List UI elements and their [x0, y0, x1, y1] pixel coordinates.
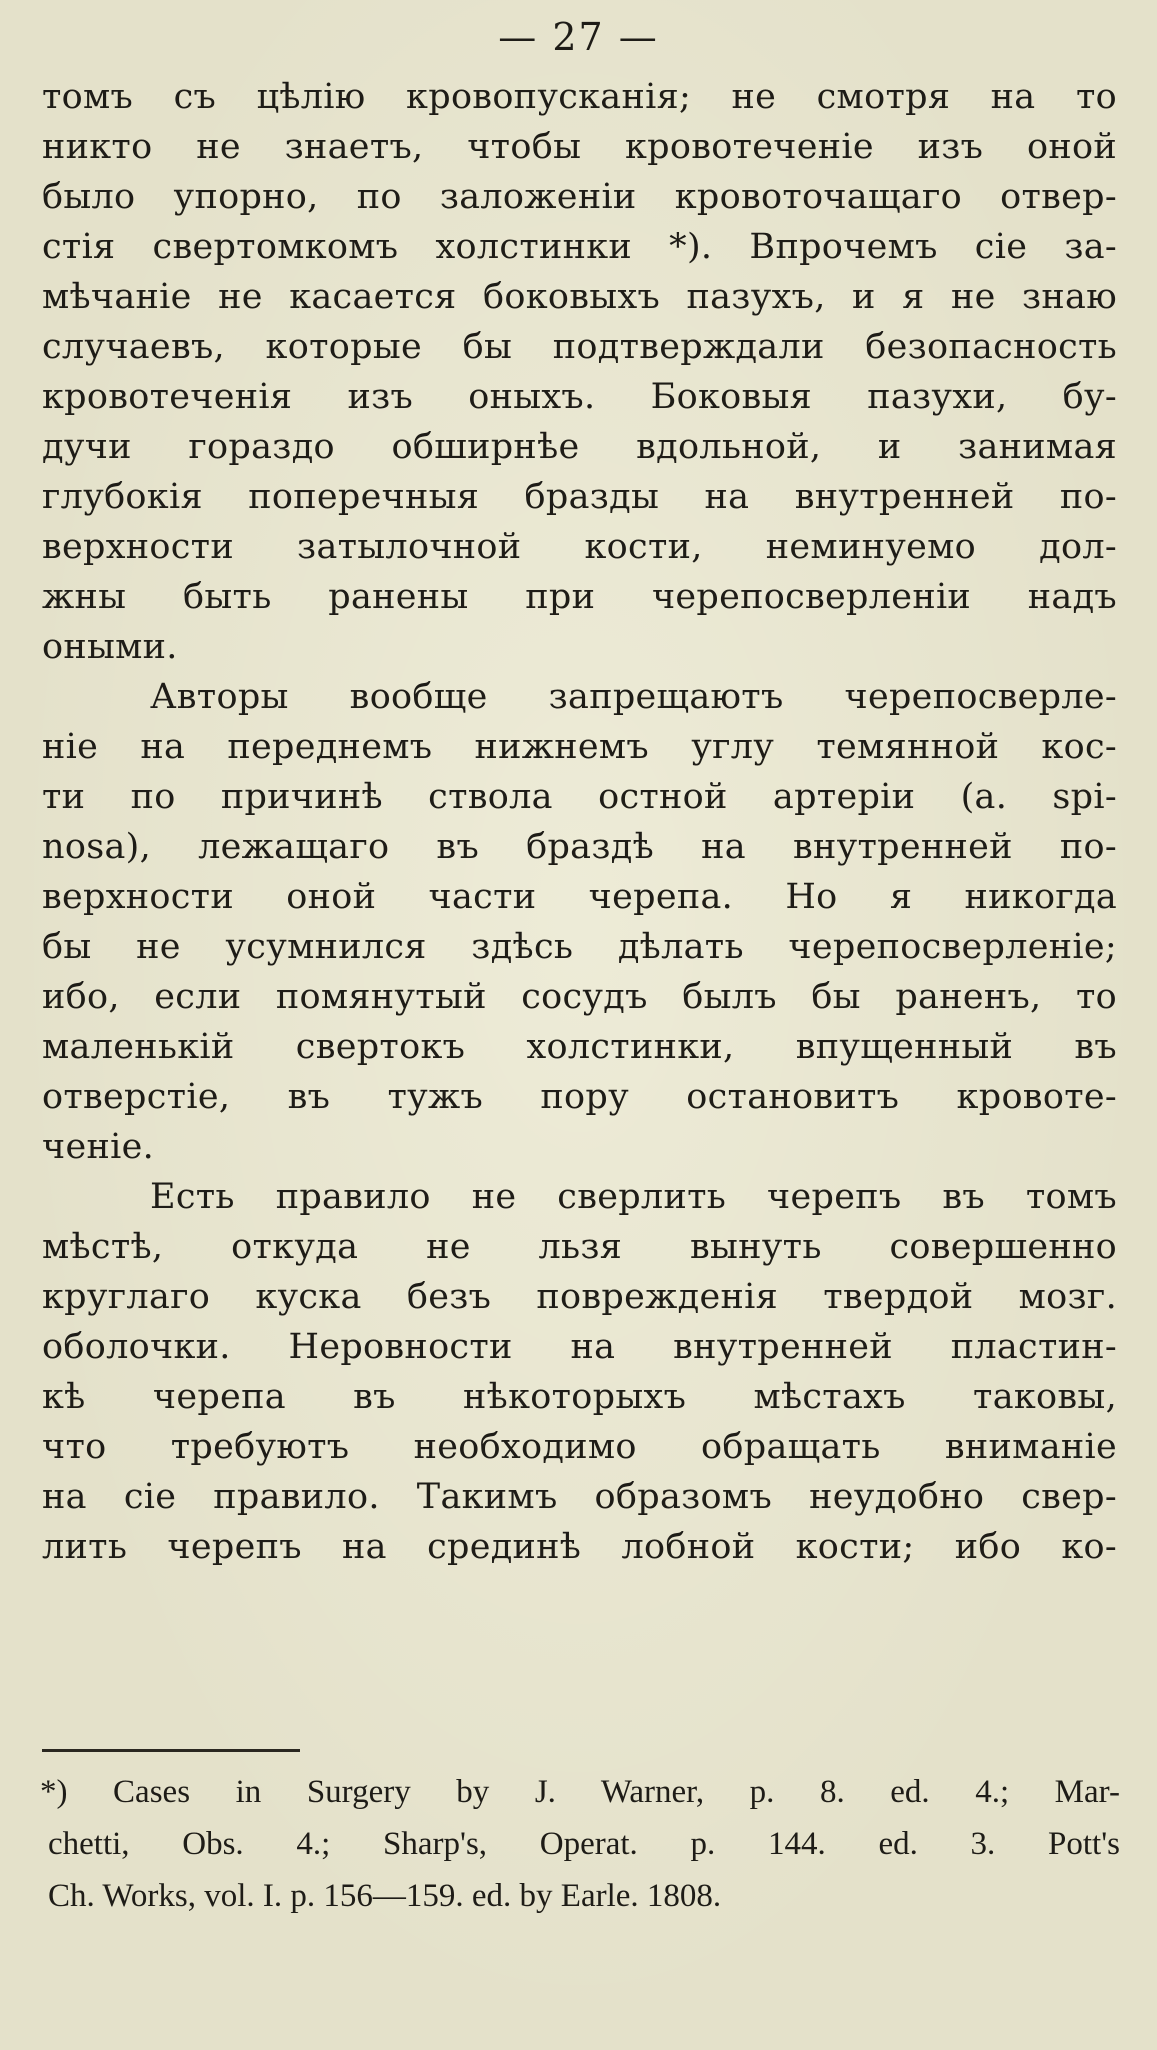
- text-line: оными.: [42, 627, 178, 667]
- text-line: случаевъ, которые бы подтверждали безопасность: [42, 327, 1117, 367]
- text-line: ти по причинѣ ствола остной артеріи (a. spi-: [42, 777, 1117, 817]
- text-line: ніе на переднемъ нижнемъ углу темянной кос-: [42, 727, 1117, 767]
- text-line: лить черепъ на срединѣ лобной кости; ибо ко-: [42, 1527, 1117, 1567]
- text-line: что требуютъ необходимо обращать вниманіе: [42, 1427, 1117, 1467]
- text-line: мѣстѣ, откуда не льзя вынуть совершенно: [42, 1227, 1117, 1267]
- text-line: было упорно, по заложеніи кровоточащаго отвер-: [42, 177, 1117, 217]
- text-line: кровотеченія изъ оныхъ. Боковыя пазухи, бу-: [42, 377, 1117, 417]
- page-number: — 27 —: [498, 15, 659, 59]
- text-line: Авторы вообще запрещаютъ черепосверле-: [150, 677, 1117, 717]
- text-line: бы не усумнился здѣсь дѣлать черепосверленіе;: [42, 927, 1117, 967]
- text-line: жны быть ранены при черепосверленіи надъ: [42, 577, 1117, 617]
- text-line: маленькій свертокъ холстинки, впущенный въ: [42, 1027, 1117, 1067]
- text-line: никто не знаетъ, чтобы кровотеченіе изъ оной: [42, 127, 1117, 167]
- text-line: верхности затылочной кости, неминуемо дол-: [42, 527, 1117, 567]
- text-line: Есть правило не сверлить черепъ въ томъ: [150, 1177, 1117, 1217]
- text-line: на сіе правило. Такимъ образомъ неудобно свер-: [42, 1477, 1117, 1517]
- footnote-line: Ch. Works, vol. I. p. 156—159. ed. by Earle. 1808.: [48, 1878, 722, 1914]
- text-line: ченіе.: [42, 1127, 155, 1167]
- text-line: дучи гораздо обширнѣе вдольной, и занимая: [42, 427, 1117, 467]
- text-line: томъ съ цѣлію кровопусканія; не смотря на то: [42, 77, 1117, 117]
- text-line: глубокія поперечныя бразды на внутренней по-: [42, 477, 1117, 517]
- text-line: мѣчаніе не касается боковыхъ пазухъ, и я не знаю: [42, 277, 1117, 317]
- text-line: nosa), лежащаго въ браздѣ на внутренней по-: [42, 827, 1117, 867]
- text-line: кѣ черепа въ нѣкоторыхъ мѣстахъ таковы,: [42, 1377, 1117, 1417]
- footnote-line: *) Cases in Surgery by J. Warner, p. 8. ed. 4.; Mar-: [40, 1774, 1120, 1810]
- footnote-divider: [42, 1749, 300, 1752]
- footnote-line: chetti, Obs. 4.; Sharp's, Operat. p. 144. ed. 3. Pott's: [48, 1826, 1120, 1862]
- body-text: [42, 72, 1117, 1572]
- text-line: оболочки. Неровности на внутренней пластин-: [42, 1327, 1117, 1367]
- text-line: круглаго куска безъ поврежденія твердой мозг.: [42, 1277, 1117, 1317]
- text-line: отверстіе, въ тужъ пору остановитъ кровоте-: [42, 1077, 1117, 1117]
- footnote: [40, 1766, 1120, 1922]
- text-line: стія свертомкомъ холстинки *). Впрочемъ сіе за-: [42, 227, 1117, 267]
- text-line: верхности оной части черепа. Но я никогда: [42, 877, 1117, 917]
- text-line: ибо, если помянутый сосудъ былъ бы раненъ, то: [42, 977, 1117, 1017]
